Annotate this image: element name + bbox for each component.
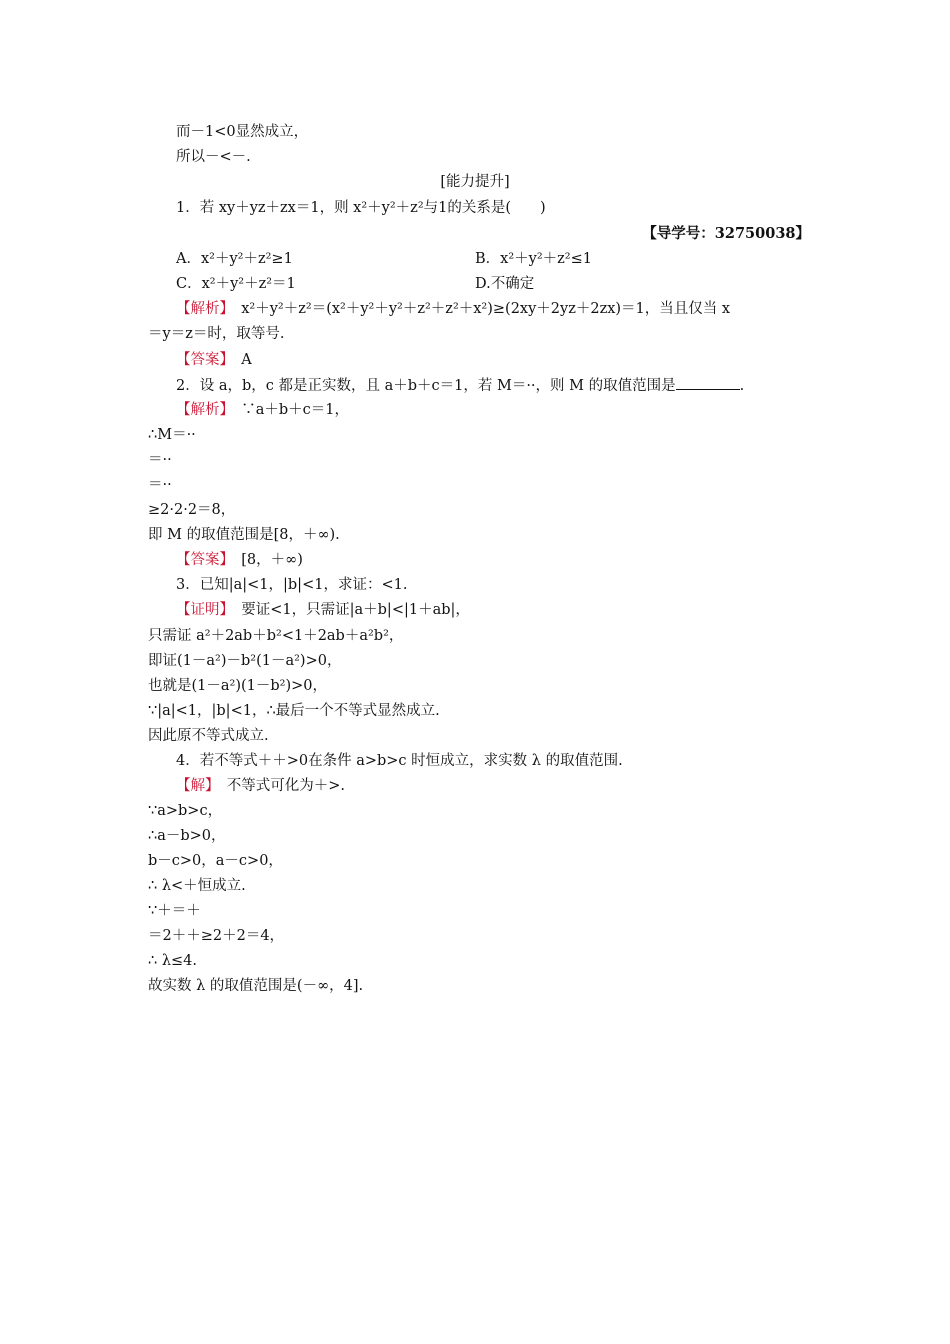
text-line: 所以－<－. [176,149,251,165]
question-2-end: . [739,378,745,394]
section-heading: [能力提升] [440,174,510,190]
analysis-text: x²＋y²＋z²＝(x²＋y²＋y²＋z²＋z²＋x²)≥(2xy＋2yz＋2zx)＝1，当且仅当 x [226,301,731,317]
question-2 [176,375,744,396]
text-line: 故实数 λ 的取值范围是(－∞，4]. [148,978,364,994]
option-a: A．x²＋y²＋z²≥1 [176,251,293,267]
text-line: 也就是(1－a²)(1－b²)>0， [148,678,328,694]
text-line: ＝·· [148,452,172,468]
analysis-1-cont: ＝y＝z＝时，取等号. [148,326,285,342]
question-3: 3．已知|a|<1，|b|<1，求证：<1. [176,577,408,593]
question-1: 1．若 xy＋yz＋zx＝1，则 x²＋y²＋z²与1的关系是( ) [176,200,546,216]
text-line: ∴M＝·· [148,427,196,443]
answer-2 [176,550,303,570]
answer-1 [176,350,252,370]
text-line: ∵＋＝＋ [148,903,201,919]
analysis-tag: 【解析】 [176,301,227,317]
answer-text: [8，＋∞) [226,552,303,568]
answer-text: A [226,352,252,368]
answer-blank [676,375,740,390]
question-4: 4．若不等式＋＋>0在条件 a>b>c 时恒成立，求实数 λ 的取值范围. [176,753,623,769]
text-line: 因此原不等式成立. [148,728,269,744]
analysis-1 [176,299,730,319]
analysis-2 [176,400,349,420]
option-b: B．x²＋y²＋z²≤1 [475,251,592,267]
text-line: ∴ λ<＋恒成立. [148,878,246,894]
solution [176,776,345,796]
question-2-text: 2．设 a，b，c 都是正实数，且 a＋b＋c＝1，若 M＝··，则 M 的取值范围是 [176,378,676,394]
option-c: C．x²＋y²＋z²＝1 [176,276,296,292]
proof [176,600,470,620]
analysis-text: ∵a＋b＋c＝1， [226,402,350,418]
proof-tag: 【证明】 [176,602,227,618]
text-line: ∴ λ≤4. [148,953,198,969]
answer-tag: 【答案】 [176,352,227,368]
text-line: 只需证 a²＋2ab＋b²<1＋2ab＋a²b²， [148,628,404,644]
text-line: b－c>0，a－c>0， [148,853,283,869]
analysis-tag: 【解析】 [176,402,227,418]
text-line: ∵a>b>c， [148,803,223,819]
text-line: 即 M 的取值范围是[8，＋∞). [148,527,340,543]
text-line: ≥2·2·2＝8， [148,502,236,518]
text-line: ∵|a|<1，|b|<1，∴最后一个不等式显然成立. [148,703,440,719]
guide-number: 【导学号：32750038】 [642,225,810,242]
text-line: 即证(1－a²)－b²(1－a²)>0， [148,653,342,669]
text-line: 而－1<0显然成立， [176,124,309,140]
text-line: ＝2＋＋≥2＋2＝4， [148,928,285,944]
text-line: ＝·· [148,477,172,493]
proof-text: 要证<1，只需证|a＋b|<|1＋ab|， [226,602,470,618]
option-d: D.不确定 [475,276,535,292]
answer-tag: 【答案】 [176,552,227,568]
solution-text: 不等式可化为＋>. [212,778,346,794]
solution-tag: 【解】 [176,778,213,794]
text-line: ∴a－b>0， [148,828,226,844]
